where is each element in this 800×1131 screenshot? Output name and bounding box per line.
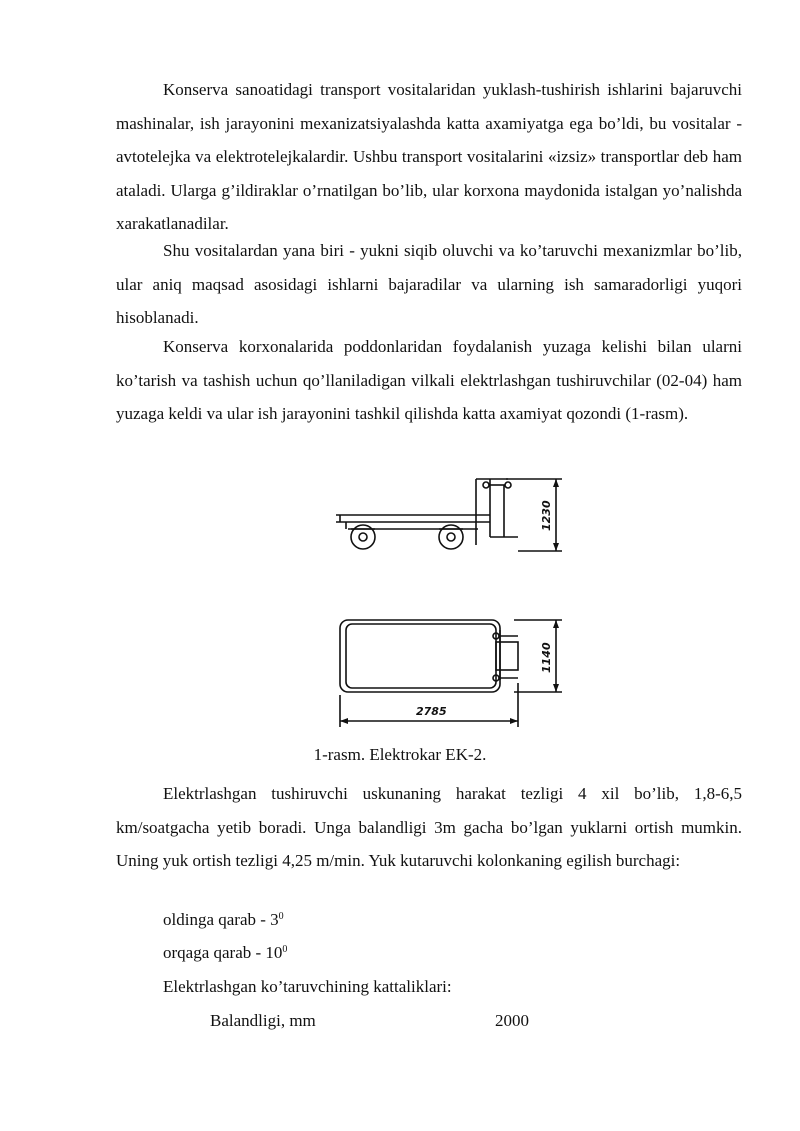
tilt-backward-line xyxy=(163,941,287,965)
figure-electrocar xyxy=(318,465,578,735)
width-dimension-label: 1140 xyxy=(540,642,553,673)
tilt-backward-label: orqaga qarab - 10 xyxy=(163,943,283,962)
paragraph-1: Konserva sanoatidagi transport vositalaridan yuklash-tushirish ishlarini bajaruvchi mashinalar, ish jarayonini mexanizatsiyalashda katta axamiyatga ega bo’ldi, bu vositalar - avtotelejka va elektrotelejkalardir. Ushbu transport vositalarini «izsiz» transportlar deb ham ataladi. Ularga g’ildiraklar o’rnatilgan bo’lib, ular korxona maydonida istalgan yo’nalishda xarakatlanadilar. xyxy=(116,80,742,234)
spec-value: 2000 xyxy=(495,1011,529,1030)
spec-label: Balandligi, mm xyxy=(210,1011,316,1030)
length-dimension-label: 2785 xyxy=(416,705,447,718)
specs-heading: Elektrlashgan ko’taruvchining kattaliklari: xyxy=(163,977,452,996)
tilt-forward-line xyxy=(163,908,284,932)
tilt-backward-exponent: 0 xyxy=(282,944,288,955)
tilt-forward-label: oldinga qarab - 3 xyxy=(163,910,279,929)
paragraph-4: Elektrlashgan tushiruvchi uskunaning harakat tezligi 4 xil bo’lib, 1,8-6,5 km/soatgacha yetib boradi. Unga balandligi 3m gacha bo’lgan yuklarni ortish mumkin. Uning yuk ortish tezligi 4,25 m/min. Yuk kutaruvchi kolonkaning egilish burchagi: xyxy=(116,784,742,871)
figure-caption: 1-rasm. Elektrokar EK-2. xyxy=(313,745,487,764)
paragraph-3: Konserva korxonalarida poddonlaridan foydalanish yuzaga kelishi bilan ularni ko’tarish va tashish uchun qo’llaniladigan vilkali elektrlashgan tushiruvchilar (02-04) ham yuzaga keldi va ular ish jarayonini tashkil qilishda katta axamiyat qozondi (1-rasm). xyxy=(116,337,742,424)
paragraph-2: Shu vositalardan yana biri - yukni siqib oluvchi va ko’taruvchi mexanizmlar bo’lib, ular aniq maqsad asosidagi ishlarni bajaradilar va ularning ish samaradorligi yuqori hisoblanadi. xyxy=(116,241,742,328)
electrocar-drawing xyxy=(318,465,578,735)
tilt-forward-exponent: 0 xyxy=(278,911,284,922)
height-dimension-label: 1230 xyxy=(540,500,553,531)
